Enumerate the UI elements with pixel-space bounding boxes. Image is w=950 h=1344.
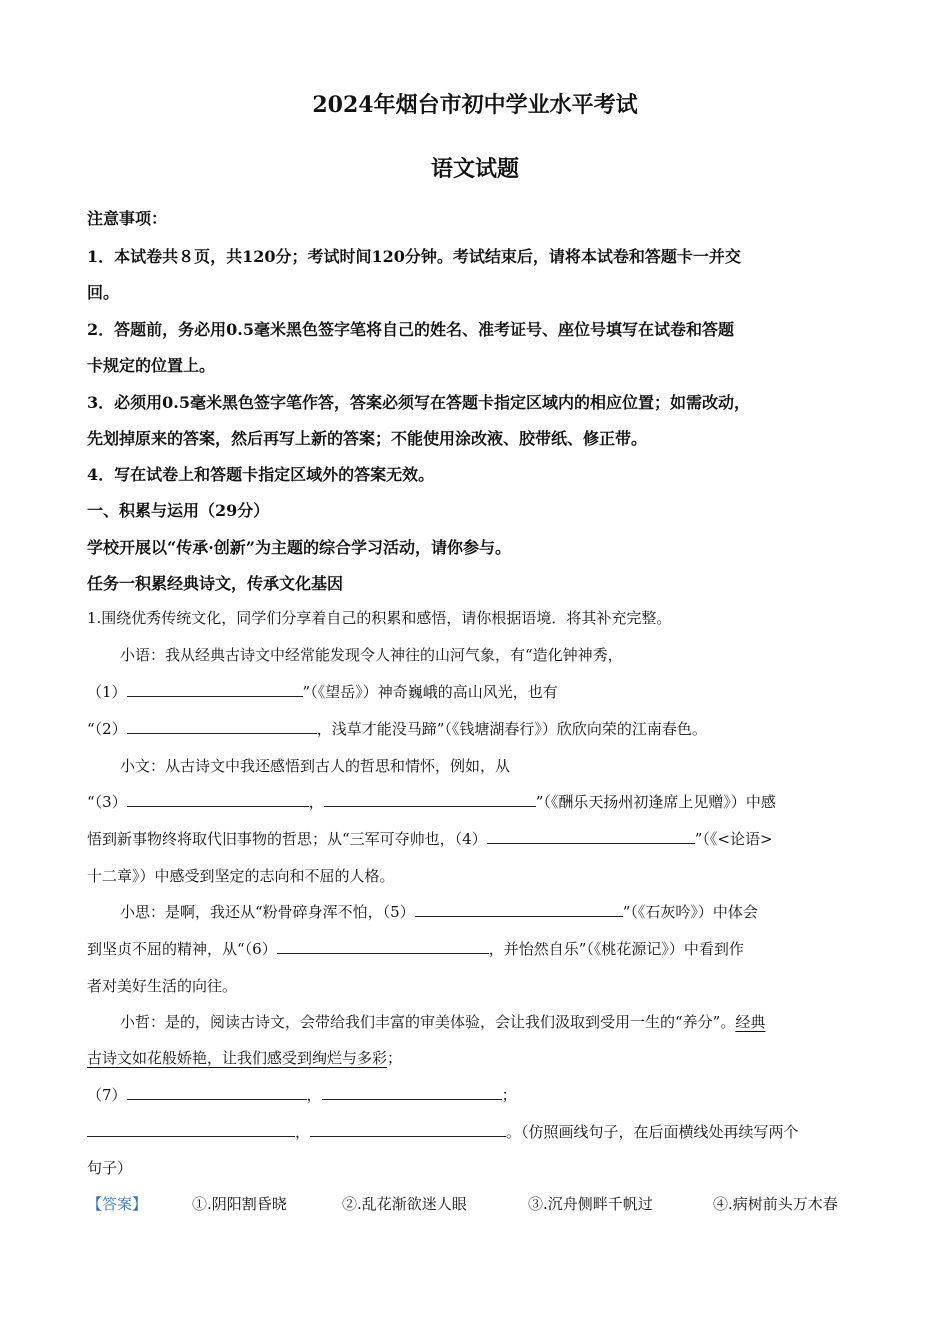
q1-text: （7） [87, 1086, 127, 1104]
q1-text: ， [295, 1123, 311, 1141]
notice-item-3-line-1: 3．必须用0.5毫米黑色签字笔作答，答案必须写在答题卡指定区域内的相应位置；如需改动， [87, 393, 750, 412]
notice-item-4: 4．写在试卷上和答题卡指定区域外的答案无效。 [87, 465, 435, 484]
q1-text: ； [501, 1086, 517, 1104]
blank-3a[interactable] [127, 790, 309, 807]
q1-text: “（3） [87, 793, 127, 811]
q1-paragraph-4-line-5 [87, 1156, 132, 1180]
blank-1[interactable] [127, 680, 303, 697]
q1-text: 小思：是啊，我还从“粉骨碎身浑不怕，（5） [120, 903, 415, 921]
q1-paragraph-1-line-2 [87, 680, 558, 704]
model-sentence-underlined: 古诗文如花般娇艳，让我们感受到绚烂与多彩 [87, 1049, 388, 1067]
section-heading: 一、积累与运用（29分） [87, 501, 270, 520]
q1-text: ； [387, 1049, 403, 1067]
q1-text: 。（仿照画线句子，在后面横线处再续写两个 [506, 1123, 799, 1141]
q1-text: （1） [87, 683, 127, 701]
exam-subtitle: 语文试题 [430, 156, 519, 182]
q1-text: 十二章》）中感受到坚定的志向和不屈的人格。 [87, 867, 395, 885]
q1-text: 者对美好生活的向往。 [87, 977, 238, 995]
notice-item-1-line-1: 1．本试卷共８页，共120分；考试时间120分钟。考试结束后，请将本试卷和答题卡一并交 [87, 247, 741, 266]
blank-7b[interactable] [322, 1083, 502, 1100]
q1-paragraph-2-line-1 [120, 754, 510, 778]
notice-item-1-line-2: 回。 [87, 283, 120, 302]
q1-text: ，并怡然自乐”（《桃花源记》）中看到作 [488, 940, 744, 958]
q1-text: 悟到新事物终将取代旧事物的哲思；从“三军可夺帅也，（4） [87, 830, 487, 848]
q1-text: 小哲：是的，阅读古诗文，会带给我们丰富的审美体验，会让我们汲取到受用一生的“养分”。 [120, 1013, 736, 1031]
q1-paragraph-4-line-2 [87, 1046, 402, 1070]
q1-text: ”（《望岳》）神奇巍峨的高山风光，也有 [302, 683, 558, 701]
q1-text: 小语：我从经典古诗文中经常能发现令人神往的山河气象，有“造化钟神秀， [120, 646, 623, 664]
q1-paragraph-1-line-3 [87, 717, 707, 741]
blank-7d[interactable] [310, 1120, 506, 1137]
blank-6[interactable] [277, 937, 489, 954]
section-intro: 学校开展以“传承·创新”为主题的综合学习活动，请你参与。 [87, 538, 511, 557]
answer-tag: 【答案】 [87, 1195, 148, 1213]
q1-paragraph-1-line-1 [120, 643, 623, 667]
q1-text: 句子） [87, 1159, 133, 1177]
q1-paragraph-3-line-2 [87, 937, 744, 961]
answer-item-1: ①.阴阳割昏晓 [192, 1195, 287, 1213]
q1-text: “（2） [87, 720, 127, 738]
blank-4[interactable] [487, 827, 695, 844]
blank-7c[interactable] [87, 1120, 295, 1137]
q1-text: ， [306, 1086, 322, 1104]
q1-paragraph-4-line-4 [87, 1120, 799, 1144]
q1-paragraph-3-line-1 [120, 900, 758, 924]
q1-text: 小文：从古诗文中我还感悟到古人的哲思和情怀，例如，从 [120, 757, 511, 775]
q1-paragraph-4-line-3 [87, 1083, 517, 1107]
answer-item-3: ③.沉舟侧畔千帆过 [528, 1195, 653, 1213]
q1-text: ”（《<论语> [694, 830, 773, 848]
q1-text: 到坚贞不屈的精神，从“（6） [87, 940, 277, 958]
exam-title: 2024年烟台市初中学业水平考试 [312, 92, 638, 118]
q1-paragraph-2-line-3 [87, 827, 773, 851]
q1-paragraph-3-line-3 [87, 974, 237, 998]
q1-text: ， [308, 793, 324, 811]
question-1-stem: 1.围绕优秀传统文化，同学们分享着自己的积累和感悟，请你根据语境．将其补充完整。 [87, 609, 672, 627]
answer-item-2: ②.乱花渐欲迷人眼 [342, 1195, 467, 1213]
q1-paragraph-4-line-1 [120, 1010, 765, 1034]
blank-5[interactable] [415, 900, 623, 917]
q1-paragraph-2-line-4 [87, 864, 395, 888]
blank-3b[interactable] [324, 790, 536, 807]
blank-2[interactable] [127, 717, 317, 734]
notice-heading: 注意事项： [87, 209, 168, 228]
notice-item-2-line-2: 卡规定的位置上。 [87, 356, 216, 375]
q1-text: ”（《石灰吟》）中体会 [622, 903, 758, 921]
q1-paragraph-2-line-2 [87, 790, 776, 814]
q1-text: ，浅草才能没马蹄”（《钱塘湖春行》）欣欣向荣的江南春色。 [316, 720, 707, 738]
answer-item-4: ④.病树前头万木春 [713, 1195, 838, 1213]
q1-text: ”（《酬乐天扬州初逢席上见赠》）中感 [535, 793, 776, 811]
notice-item-3-line-2: 先划掉原来的答案，然后再写上新的答案；不能使用涂改液、胶带纸、修正带。 [87, 429, 648, 448]
blank-7a[interactable] [127, 1083, 307, 1100]
model-sentence-underlined: 经典 [735, 1013, 766, 1031]
notice-item-2-line-1: 2．答题前，务必用0.5毫米黑色签字笔将自己的姓名、准考证号、座位号填写在试卷和答题 [87, 320, 734, 339]
task-1-heading: 任务一积累经典诗文，传承文化基因 [87, 574, 344, 593]
